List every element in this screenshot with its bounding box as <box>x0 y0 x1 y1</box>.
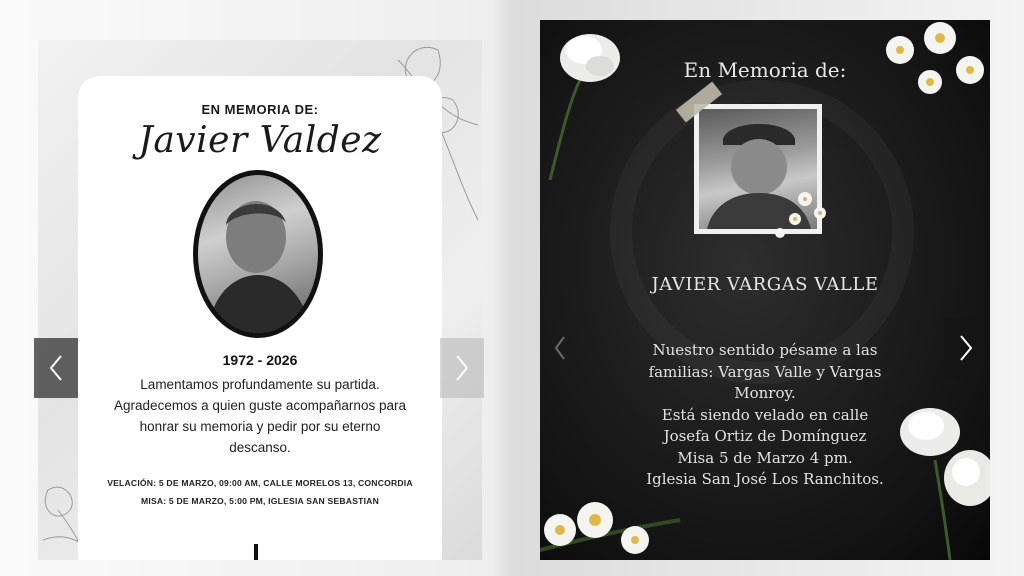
memorial-heading: EN MEMORIA DE: <box>201 102 319 117</box>
message-line: Josefa Ortiz de Domínguez <box>663 427 867 445</box>
memorial-card-javier-vargas-valle <box>540 20 990 560</box>
white-rose-decoration <box>540 20 630 180</box>
right-card-prev-button[interactable] <box>540 318 580 378</box>
message-line: familias: Vargas Valle y Vargas <box>648 362 882 381</box>
life-years: 1972 - 2026 <box>222 352 298 368</box>
left-card-next-button[interactable] <box>440 338 484 398</box>
velacion-details: VELACIÓN: 5 DE MARZO, 09:00 AM, CALLE MORELOS 13, CONCORDIA <box>107 478 413 488</box>
message-line: Está siendo velado en calle <box>661 405 869 424</box>
message-line: descanso. <box>229 440 291 455</box>
message-line: Misa 5 de Marzo 4 pm. <box>677 448 853 467</box>
deceased-name: Javier Valdez <box>138 120 382 161</box>
message-line: Monroy. <box>734 384 796 402</box>
condolence-message <box>98 374 422 458</box>
portrait-photo <box>198 175 318 333</box>
chevron-left-icon <box>48 354 64 382</box>
deceased-name: JAVIER VARGAS VALLE <box>651 274 879 295</box>
condolence-message <box>610 340 920 491</box>
chevron-right-icon <box>958 334 974 362</box>
message-line: Iglesia San José Los Ranchitos. <box>646 470 884 488</box>
message-line: honrar su memoria y pedir por su eterno <box>139 419 381 434</box>
message-line: Lamentamos profundamente su partida. <box>140 377 380 392</box>
portrait-frame <box>193 170 323 338</box>
misa-details: MISA: 5 DE MARZO, 5:00 PM, IGLESIA SAN SEBASTIAN <box>141 496 379 506</box>
memorial-heading: En Memoria de: <box>683 58 847 82</box>
chevron-right-icon <box>454 354 470 382</box>
portrait-silhouette <box>198 175 318 333</box>
chevron-left-icon <box>553 335 567 361</box>
message-line: Nuestro sentido pésame a las <box>652 341 878 359</box>
white-blossoms-bottom-decoration <box>540 480 690 560</box>
right-card-next-button[interactable] <box>944 318 988 378</box>
divider-bar <box>254 544 258 560</box>
small-flowers-on-photo <box>765 185 835 245</box>
memorial-card-javier-valdez <box>38 40 482 560</box>
message-line: Agradecemos a quien guste acompañarnos para <box>114 398 406 413</box>
left-card-prev-button[interactable] <box>34 338 78 398</box>
